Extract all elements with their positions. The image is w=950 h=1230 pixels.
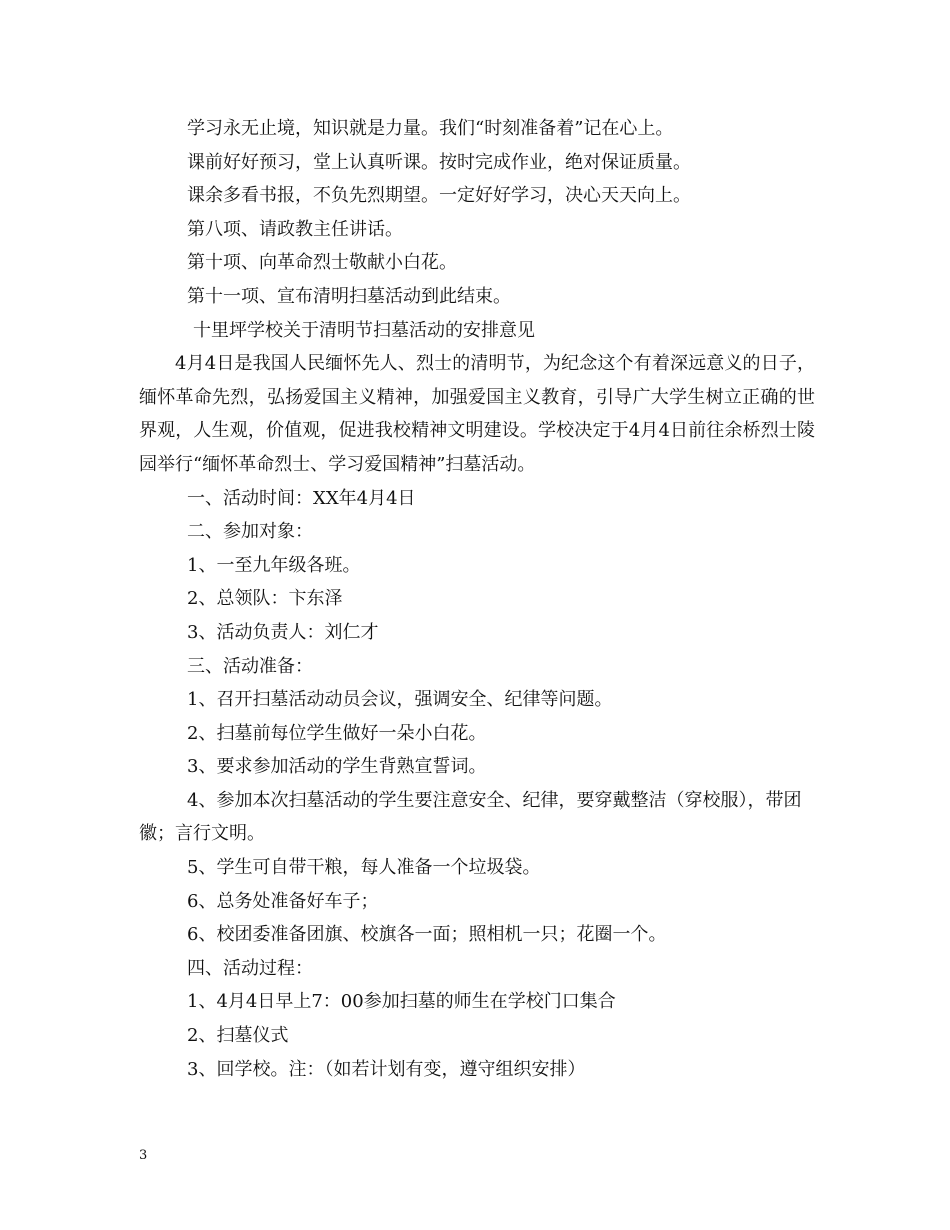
preparation-item-3: 3、要求参加活动的学生背熟宣誓词。 — [187, 756, 487, 778]
page-number: 3 — [139, 1148, 148, 1163]
participants-item-2: 2、总领队：卞东泽 — [187, 588, 343, 610]
verse-line-3: 课余多看书报，不负先烈期望。一定好好学习，决心天天向上。 — [187, 185, 691, 207]
program-item-10: 第十项、向革命烈士敬献小白花。 — [187, 252, 457, 274]
program-item-11: 第十一项、宣布清明扫墓活动到此结束。 — [187, 285, 511, 307]
document-body — [139, 112, 815, 1086]
verse-line-1: 学习永无止境，知识就是力量。我们“时刻准备着”记在心上。 — [187, 118, 674, 139]
verse-line-2: 课前好好预习，堂上认真听课。按时完成作业，绝对保证质量。 — [187, 151, 691, 173]
intro-paragraph: 4月4日是我国人民缅怀先人、烈士的清明节，为纪念这个有着深远意义的日子，缅怀革命先烈，弘扬爱国主义精神，加强爱国主义教育，引导广大学生树立正确的世界观，人生观，价值观，促进我校精神文明建设。学校决定于4月4日前往余桥烈士陵园举行“缅怀革命烈士、学习爱国精神”扫墓活动。 — [139, 353, 815, 475]
participants-item-1: 1、一至九年级各班。 — [187, 554, 361, 576]
preparation-item-2: 2、扫墓前每位学生做好一朵小白花。 — [187, 722, 487, 744]
document-title: 十里坪学校关于清明节扫墓活动的安排意见 — [193, 319, 535, 341]
process-item-1: 1、4月4日早上7：00参加扫墓的师生在学校门口集合 — [187, 991, 616, 1013]
preparation-item-6b: 6、校团委准备团旗、校旗各一面；照相机一只；花圈一个。 — [187, 924, 667, 946]
program-item-8: 第八项、请政教主任讲话。 — [187, 218, 403, 240]
preparation-item-1: 1、召开扫墓活动动员会议，强调安全、纪律等问题。 — [187, 689, 613, 711]
section-preparation: 三、活动准备： — [187, 655, 313, 677]
section-participants: 二、参加对象： — [187, 521, 313, 543]
preparation-item-6a: 6、总务处准备好车子； — [187, 890, 379, 912]
preparation-item-4: 4、参加本次扫墓活动的学生要注意安全、纪律，要穿戴整洁（穿校服），带团徽；言行文明。 — [139, 789, 802, 845]
section-time: 一、活动时间：XX年4月4日 — [187, 487, 416, 509]
participants-item-3: 3、活动负责人：刘仁才 — [187, 621, 379, 643]
preparation-item-5: 5、学生可自带干粮，每人准备一个垃圾袋。 — [187, 857, 541, 879]
section-process: 四、活动过程： — [187, 957, 313, 979]
process-item-3: 3、回学校。注：（如若计划有变，遵守组织安排） — [187, 1058, 586, 1080]
process-item-2: 2、扫墓仪式 — [187, 1025, 289, 1047]
